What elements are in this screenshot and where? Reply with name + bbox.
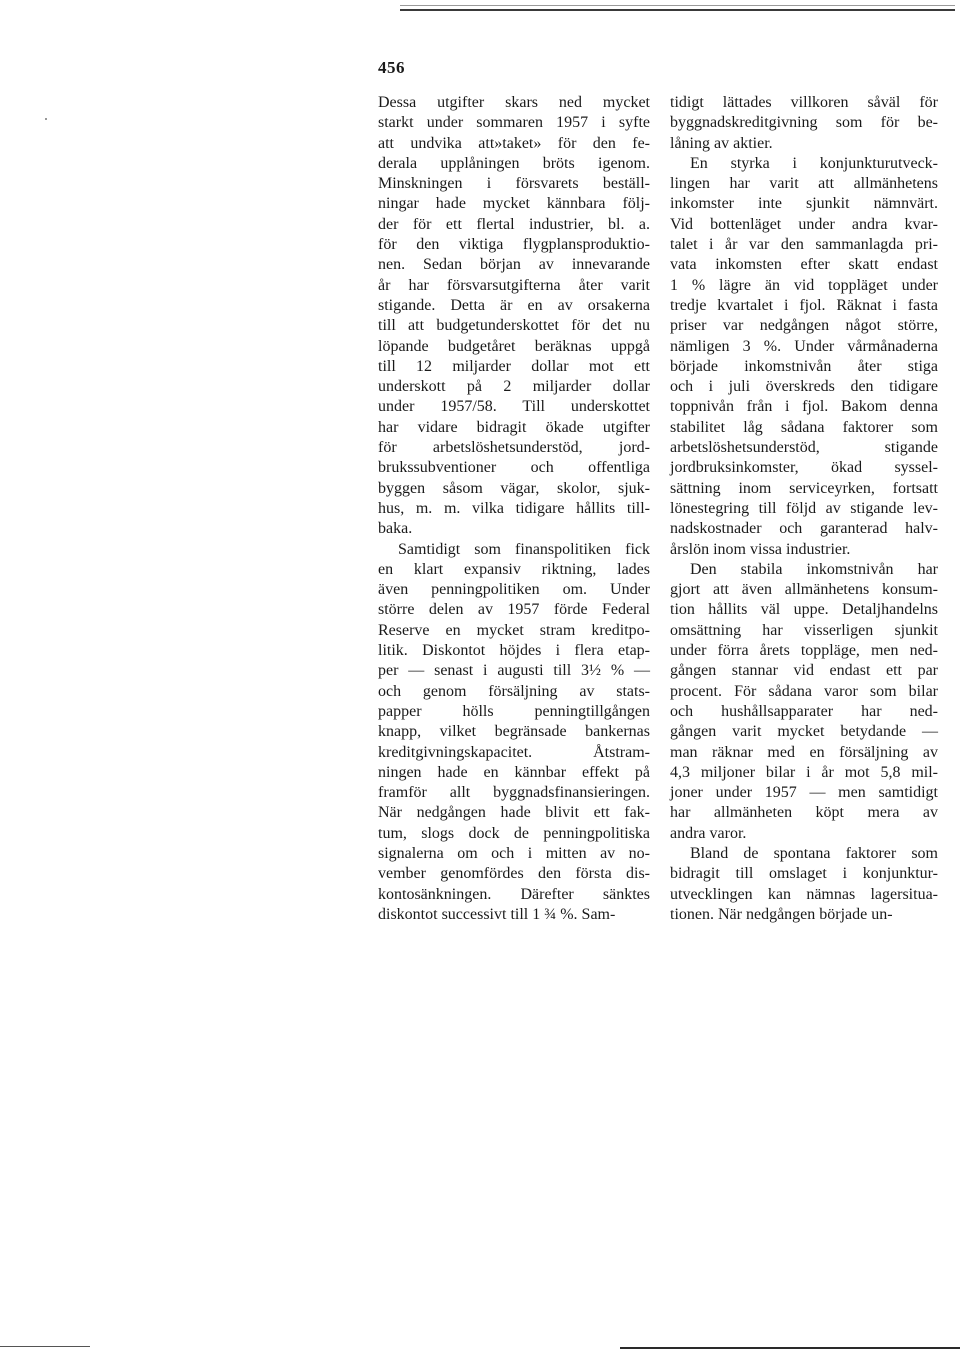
right-column-line: toppnivån från i fjol. Bakom denna: [670, 398, 938, 416]
right-column-line: talet i år var den sammanlagda pri-: [670, 236, 938, 254]
left-column-line: nen. Sedan början av innevarande: [378, 256, 650, 274]
top-rule: [400, 9, 955, 11]
right-column-line: lönestegring till följd av stigande lev-: [670, 499, 938, 517]
page-number: 456: [378, 58, 405, 77]
left-column-line: ningen hade en kännbar effekt på: [378, 763, 650, 781]
left-column-line: Minskningen i försvarets beställ-: [378, 175, 650, 193]
left-column-line: löpande budgetåret beräknas uppgå: [378, 337, 650, 355]
left-column-line: vember genomfördes den första dis-: [378, 865, 650, 883]
left-column-line: papper hölls penningtillgången: [378, 702, 650, 720]
left-column-line: Samtidigt som finanspolitiken fick: [398, 540, 650, 558]
right-column-line: omsättning har visserligen sjunkit: [670, 621, 938, 639]
right-column-line: andra varor.: [670, 824, 747, 842]
right-column-line: bidragit till omslaget i konjunktur-: [670, 865, 938, 883]
left-column-line: har vidare bidragit ökade utgifter: [378, 418, 650, 436]
left-column-line: ningar hade mycket kännbara följ-: [378, 195, 650, 213]
right-column-line: procent. För sådana varor som bilar: [670, 682, 938, 700]
right-column-line: nadskostnader och garanterad halv-: [670, 520, 938, 538]
left-column-line: underskott på 2 miljarder dollar: [378, 378, 650, 396]
left-column-line: tum, slogs dock de penningpolitiska: [378, 824, 650, 842]
left-column-line: kreditgivningskapacitet. Åtstram-: [378, 743, 650, 761]
left-column-line: starkt under sommaren 1957 i syfte: [378, 114, 650, 132]
left-column-line: under 1957/58. Till underskottet: [378, 398, 650, 416]
left-column-line: byggen såsom vägar, skolor, sjuk-: [378, 479, 650, 497]
left-column-line: till 12 miljarder dollar mot ett: [378, 357, 650, 375]
left-column-line: knapp, vilket begränsade bankernas: [378, 723, 650, 741]
right-column-line: började inkomstnivån åter stiga: [670, 357, 938, 375]
right-column-line: priser var nedgången något större,: [670, 317, 938, 335]
right-column-line: vata inkomsten efter skatt endast: [670, 256, 938, 274]
bottom-rule-right: [620, 1347, 960, 1349]
right-column-line: och hushållsapparater har ned-: [670, 702, 938, 720]
left-column-line: derala upplåningen bröts igenom.: [378, 154, 650, 172]
left-column-line: Reserve en mycket stram kreditpo-: [378, 621, 650, 639]
right-column-line: under förra årets toppläge, men ned-: [670, 642, 938, 660]
left-column-line: baka.: [378, 520, 413, 538]
top-rule-thin: [400, 5, 955, 6]
right-column-line: arbetslöshetsunderstöd, stigande: [670, 439, 938, 457]
left-column-line: der för ett flertal industrier, bl. a.: [378, 215, 650, 233]
left-column-line: och genom försäljning av stats-: [378, 682, 650, 700]
left-column-line: för arbetslöshetsunderstöd, jord-: [378, 439, 650, 457]
right-column-line: tionen. När nedgången började un-: [670, 905, 893, 923]
right-text-column: [670, 93, 938, 925]
left-column-line: att undvika att»taket» för den fe-: [378, 134, 650, 152]
right-column-line: En styrka i konjunkturutveck-: [690, 154, 938, 172]
right-column-line: tredje kvartalet i fjol. Räknat i fasta: [670, 296, 938, 314]
right-column-line: lingen har varit att allmänhetens: [670, 175, 938, 193]
left-column-line: När nedgången hade blivit ett fak-: [378, 804, 650, 822]
left-column-line: framför allt byggnadsfinansieringen.: [378, 784, 650, 802]
scan-speck: [45, 118, 47, 120]
left-column-line: större delen av 1957 förde Federal: [378, 601, 650, 619]
left-column-line: en klart expansiv riktning, lades: [378, 560, 650, 578]
right-column-line: och i juli överskreds den tidigare: [670, 378, 938, 396]
left-column-line: stigande. Detta är en av orsakerna: [378, 296, 650, 314]
right-column-line: nämligen 3 %. Under vårmånaderna: [670, 337, 938, 355]
right-column-line: Den stabila inkomstnivån har: [690, 560, 938, 578]
bottom-rule-left: [0, 1346, 90, 1347]
right-column-line: man räknar med en försäljning av: [670, 743, 938, 761]
left-column-line: till att budgetunderskottet för det nu: [378, 317, 650, 335]
left-column-line: även penningpolitiken om. Under: [378, 581, 650, 599]
right-column-line: årslön inom vissa industrier.: [670, 540, 851, 558]
left-column-line: hus, m. m. vilka tidigare hållits till-: [378, 499, 650, 517]
left-column-line: signalerna om och i mitten av no-: [378, 844, 650, 862]
left-column-line: för den viktiga flygplansproduktio-: [378, 236, 650, 254]
left-column-line: litik. Diskontot höjdes i flera etap-: [378, 642, 650, 660]
right-column-line: sättning inom serviceyrken, fortsatt: [670, 479, 938, 497]
right-column-line: Vid bottenläget under andra kvar-: [670, 215, 938, 233]
right-column-line: joner under 1957 — men samtidigt: [670, 784, 938, 802]
left-column-line: år har försvarsutgifterna åter varit: [378, 276, 650, 294]
right-column-line: gjort att även allmänhetens konsum-: [670, 581, 938, 599]
right-column-line: 4,3 miljoner bilar i år mot 5,8 mil-: [670, 763, 938, 781]
right-column-line: byggnadskreditgivning som för be-: [670, 114, 938, 132]
left-column-line: brukssubventioner och offentliga: [378, 459, 650, 477]
right-column-line: 1 % lägre än vid toppläget under: [670, 276, 938, 294]
left-column-line: per — senast i augusti till 3½ % —: [378, 662, 650, 680]
right-column-line: har allmänheten köpt mera av: [670, 804, 938, 822]
right-column-line: låning av aktier.: [670, 134, 773, 152]
right-column-line: tion hållits väl uppe. Detaljhandelns: [670, 601, 938, 619]
right-column-line: inkomster inte sjunkit nämnvärt.: [670, 195, 938, 213]
right-column-line: utvecklingen kan nämnas lagersitua-: [670, 885, 938, 903]
right-column-line: gången stannar vid endast ett par: [670, 662, 938, 680]
left-column-line: kontosänkningen. Därefter sänktes: [378, 885, 650, 903]
right-column-line: stabilitet låg sådana faktorer som: [670, 418, 938, 436]
left-text-column: [378, 93, 650, 925]
left-column-line: diskontot successivt till 1 ¾ %. Sam-: [378, 905, 616, 923]
left-column-line: Dessa utgifter skars ned mycket: [378, 94, 650, 111]
right-column-line: jordbruksinkomster, ökad syssel-: [670, 459, 938, 477]
right-column-line: tidigt lättades villkoren såväl för: [670, 94, 938, 111]
right-column-line: Bland de spontana faktorer som: [690, 844, 938, 862]
right-column-line: gången varit mycket betydande —: [670, 723, 938, 741]
